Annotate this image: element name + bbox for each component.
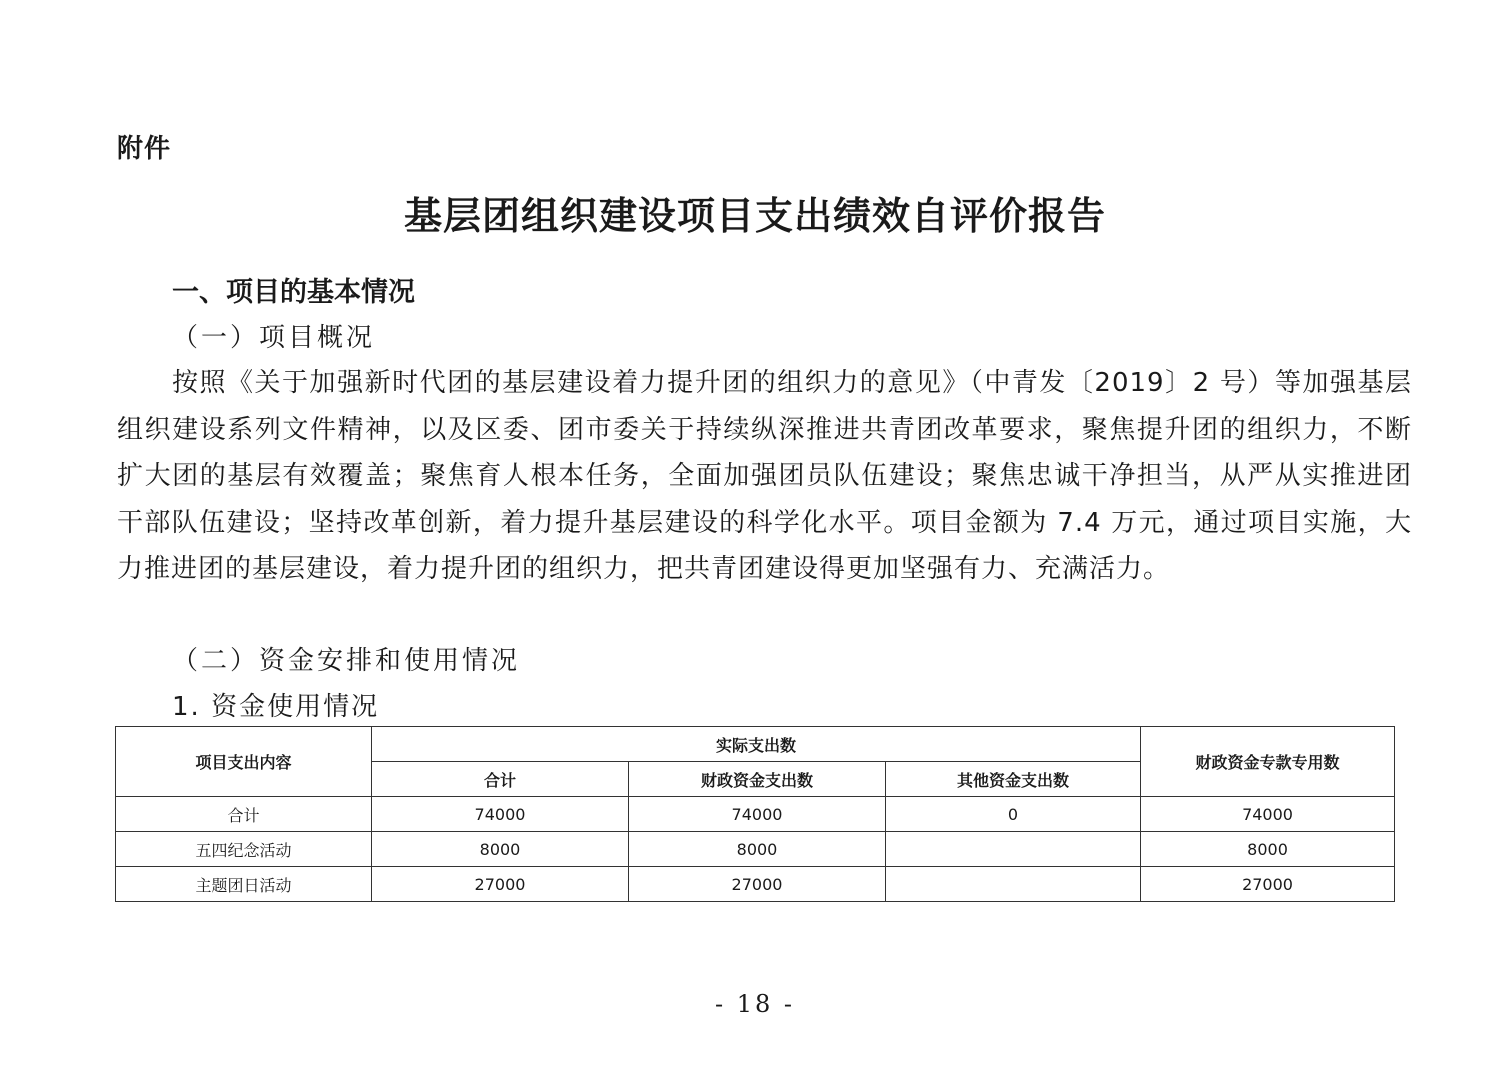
page-number: - 18 -: [714, 990, 795, 1018]
table-row: [116, 867, 1395, 902]
row-item: 合计: [116, 797, 372, 832]
fund-usage-table: [115, 726, 1395, 902]
document-title: 基层团组织建设项目支出绩效自评价报告: [403, 193, 1106, 238]
row-special: 74000: [1141, 797, 1395, 832]
subsection-heading-funds: （二）资金安排和使用情况: [172, 646, 521, 676]
attachment-label: 附件: [117, 134, 172, 164]
row-total: 74000: [372, 797, 629, 832]
row-total: 27000: [372, 867, 629, 902]
row-special: 8000: [1141, 832, 1395, 867]
header-total: 合计: [372, 762, 629, 797]
table-row: [116, 797, 1395, 832]
header-other: 其他资金支出数: [886, 762, 1141, 797]
item-heading-fund-usage: 1. 资金使用情况: [172, 692, 380, 722]
row-total: 8000: [372, 832, 629, 867]
row-fiscal: 8000: [629, 832, 886, 867]
header-fiscal: 财政资金支出数: [629, 762, 886, 797]
header-item: 项目支出内容: [116, 727, 372, 797]
row-fiscal: 27000: [629, 867, 886, 902]
table-row: [116, 832, 1395, 867]
row-item: 五四纪念活动: [116, 832, 372, 867]
header-actual: 实际支出数: [372, 727, 1141, 762]
overview-paragraph: 按照《关于加强新时代团的基层建设着力提升团的组织力的意见》（中青发〔2019〕2 号）等加强基层组织建设系列文件精神，以及区委、团市委关于持续纵深推进共青团改革要求，聚焦提升团的组织力，不断扩大团的基层有效覆盖；聚焦育人根本任务，全面加强团员队伍建设；聚焦忠诚干净担当，从严从实推进团干部队伍建设；坚持改革创新，着力提升基层建设的科学化水平。项目金额为 7.4 万元，通过项目实施，大力推进团的基层建设，着力提升团的组织力，把共青团建设得更加坚强有力、充满活力。: [117, 368, 1412, 584]
header-special: 财政资金专款专用数: [1141, 727, 1395, 797]
row-other: [886, 832, 1141, 867]
row-other: [886, 867, 1141, 902]
row-special: 27000: [1141, 867, 1395, 902]
section-heading-basic-info: 一、项目的基本情况: [172, 277, 415, 308]
subsection-heading-overview: （一）项目概况: [172, 323, 376, 353]
row-item: 主题团日活动: [116, 867, 372, 902]
row-other: 0: [886, 797, 1141, 832]
row-fiscal: 74000: [629, 797, 886, 832]
